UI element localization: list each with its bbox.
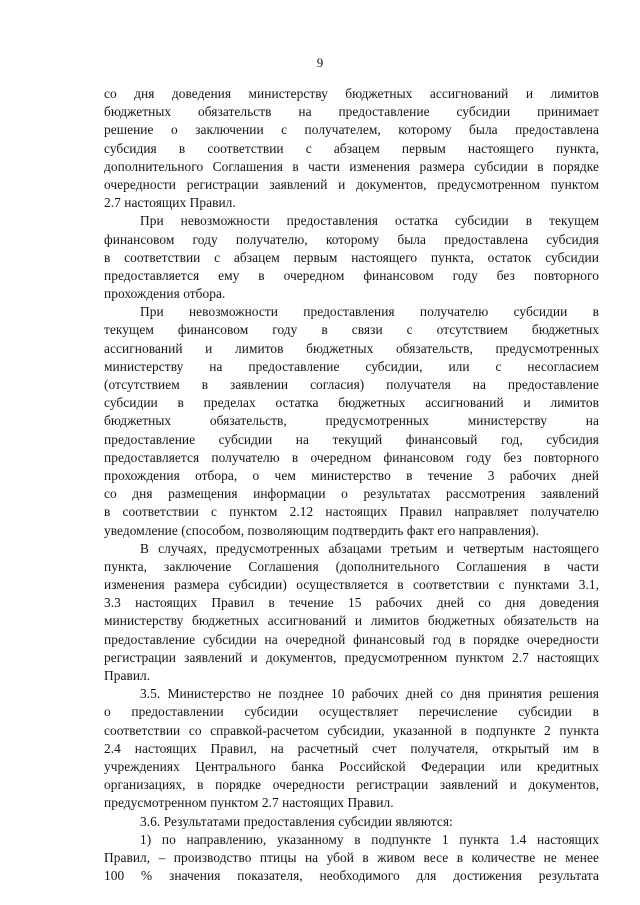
text-line: уведомление (способом, позволяющим подтвердить факт его направления). xyxy=(104,522,540,538)
text-line: (отсутствием в заявлении согласия) получателя на предоставление xyxy=(104,377,599,392)
text-line: 3.3 настоящих Правил в течение 15 рабочих дней со дня доведения xyxy=(104,595,599,611)
paragraph xyxy=(104,831,599,886)
text-line: субсидии в пределах остатка бюджетных ассигнований и лимитов xyxy=(104,395,599,411)
text-line: со дня доведения министерству бюджетных ассигнований и лимитов xyxy=(104,86,599,101)
text-line: 2.4 настоящих Правил, на расчетный счет получателя, открытый им в xyxy=(104,740,599,756)
text-line: При невозможности предоставления остатка субсидии в текущем xyxy=(140,213,599,229)
text-line: предоставление субсидии на текущий финансовый год, субсидия xyxy=(104,431,599,447)
text-line: предоставляется получателю в очередном финансовом году без повторного xyxy=(104,449,599,465)
text-line: регистрации заявлений и документов, предусмотренном пунктом 2.7 настоящих xyxy=(104,649,599,665)
text-line: 3.5. Министерство не позднее 10 рабочих дней со дня принятия решения xyxy=(140,686,599,702)
text-line: текущем финансовом году в связи с отсутствием бюджетных xyxy=(104,322,599,338)
text-line: 1) по направлению, указанному в подпункте 1 пункта 1.4 настоящих xyxy=(140,831,599,847)
text-line: учреждениях Центрального банка Российской Федерации или кредитных xyxy=(104,758,599,774)
page-number: 9 xyxy=(316,55,324,70)
text-line: предоставляется ему в очередном финансовом году без повторного xyxy=(104,267,599,283)
text-line: При невозможности предоставления получателю субсидии в xyxy=(140,304,599,320)
text-line: в соответствии с пунктом 2.12 настоящих Правил направляет получателю xyxy=(104,504,599,520)
text-line: 2.7 настоящих Правил. xyxy=(104,195,236,211)
text-line: изменения размера субсидии) осуществляется в соответствии с пунктами 3.1, xyxy=(104,577,599,593)
text-line: Правил, – производство птицы на убой в живом весе в количестве не менее xyxy=(104,849,599,865)
text-line: дополнительного Соглашения в части изменения размера субсидии в порядке xyxy=(104,158,599,174)
paragraph xyxy=(104,540,599,686)
text-line: финансовом году получателю, которому была предоставлена субсидия xyxy=(104,231,599,247)
text-line: 3.6. Результатами предоставления субсидии являются: xyxy=(140,813,453,829)
text-line: бюджетных обязательств, предусмотренных министерству на xyxy=(104,413,599,429)
text-line: бюджетных обязательств на предоставление субсидии принимает xyxy=(104,104,599,120)
text-line: министерству на предоставление субсидии, или с несогласием xyxy=(104,358,599,374)
text-line: предусмотренном пунктом 2.7 настоящих Правил. xyxy=(104,795,394,811)
text-line: решение о заключении с получателем, которому была предоставлена xyxy=(104,122,599,138)
paragraph xyxy=(104,685,599,812)
text-line: 100 % значения показателя, необходимого для достижения результата xyxy=(104,868,599,884)
document-body xyxy=(104,85,599,885)
text-line: прохождения отбора, о чем министерство в течение 3 рабочих дней xyxy=(104,467,599,483)
text-line: В случаях, предусмотренных абзацами третьим и четвертым настоящего xyxy=(140,540,599,556)
text-line: со дня размещения информации о результатах рассмотрения заявлений xyxy=(104,486,599,502)
text-line: соответствии со справкой-расчетом субсидии, указанной в подпункте 2 пункта xyxy=(104,722,599,738)
paragraph xyxy=(104,212,599,303)
text-line: организациях, в порядке очередности регистрации заявлений и документов, xyxy=(104,777,599,793)
text-line: очередности регистрации заявлений и документов, предусмотренном пунктом xyxy=(104,176,599,192)
text-line: министерству бюджетных ассигнований и лимитов бюджетных обязательств на xyxy=(104,613,599,629)
text-line: прохождения отбора. xyxy=(104,286,226,302)
text-line: о предоставлении субсидии осуществляет перечисление субсидии в xyxy=(104,704,599,720)
paragraph xyxy=(104,85,599,212)
text-line: Правил. xyxy=(104,668,151,683)
text-line: в соответствии с абзацем первым настоящего пункта, остаток субсидии xyxy=(104,249,599,265)
text-line: предоставление субсидии на очередной финансовый год в порядке очередности xyxy=(104,631,599,647)
paragraph xyxy=(104,813,599,831)
text-line: ассигнований и лимитов бюджетных обязательств, предусмотренных xyxy=(104,340,599,356)
text-line: субсидия в соответствии с абзацем первым настоящего пункта, xyxy=(104,140,599,156)
paragraph xyxy=(104,303,599,539)
text-line: пункта, заключение Соглашения (дополнительного Соглашения в части xyxy=(104,558,599,574)
